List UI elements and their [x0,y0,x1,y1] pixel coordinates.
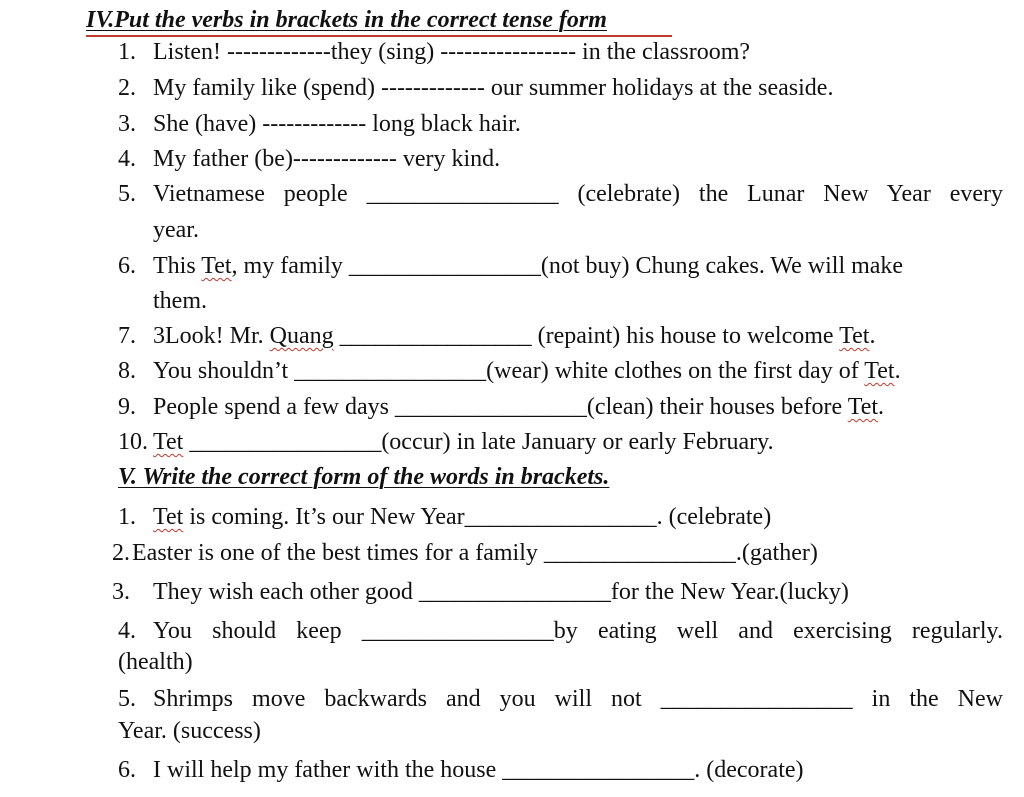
spellcheck-word: Tet [153,429,184,455]
item-number: 7. [118,323,136,349]
item-text: My family like (spend) ------------- our summer holidays at the seaside. [153,75,834,101]
item-text-part: . [894,358,901,384]
item-number: 2. [112,540,130,566]
item-text: Vietnamese people ________________ (celebrate) the Lunar New Year every [153,181,1003,207]
item-text-part: . [869,323,876,349]
item-number: 1. [118,39,136,65]
item-text: They wish each other good ________________for the New Year.(lucky) [153,579,849,605]
item-text-part: You shouldn’t ________________(wear) white clothes on the first day of [153,358,865,384]
item-text: She (have) ------------- long black hair. [153,111,521,137]
item-number: 5. [118,181,136,207]
item-number: 10. [118,429,148,455]
item-text-part: , my family ________________(not buy) Chung cakes. We will make [231,253,904,279]
item-text-part: People spend a few days ________________(clean) their houses before [153,394,848,420]
item-number: 9. [118,394,136,420]
section-iv-heading: IV.Put the verbs in brackets in the correct tense form [86,7,607,33]
item-text-continuation: them. [153,288,207,314]
item-number: 3. [118,111,136,137]
item-text [153,501,771,533]
item-text-part: ________________(occur) in late January or early February. [183,429,774,455]
item-text: You should keep ________________by eating well and exercising regularly. [153,618,1003,644]
item-text-part: ________________ (repaint) his house to welcome [333,323,840,349]
item-text-continuation: Year. (success) [118,718,261,744]
item-text-continuation: year. [153,217,199,243]
item-text: Easter is one of the best times for a family ________________.(gather) [132,540,818,566]
spellcheck-word: Tet [839,323,870,349]
item-text-part: is coming. It’s our New Year________________. (celebrate) [183,504,772,530]
item-text: I will help my father with the house ________________. (decorate) [153,757,804,783]
spellcheck-word: Tet [201,253,232,279]
item-text [153,426,774,458]
item-text-continuation: (health) [118,649,193,675]
item-text [153,355,901,387]
item-text-part: . [878,394,885,420]
item-number: 3. [112,579,130,605]
section-v-heading: V. Write the correct form of the words in brackets. [118,464,610,490]
item-number: 4. [118,146,136,172]
item-number: 5. [118,686,136,712]
item-text: Shrimps move backwards and you will not ________________ in the New [153,686,1003,712]
item-text: Listen! -------------they (sing) ----------------- in the classroom? [153,39,751,65]
spellcheck-word: Quang [269,323,334,349]
spellcheck-word: Tet [153,504,184,530]
item-number: 6. [118,253,136,279]
item-text [153,391,884,423]
item-number: 6. [118,757,136,783]
item-number: 1. [118,504,136,530]
spellcheck-word: Tet [864,358,895,384]
item-number: 2. [118,75,136,101]
spellcheck-word: Tet [847,394,879,420]
item-text [153,250,903,282]
item-text: My father (be)------------- very kind. [153,146,501,172]
item-text-part: 3Look! Mr. [153,323,270,349]
item-number: 4. [118,618,136,644]
item-text-part: This [153,253,202,279]
item-text [153,320,875,352]
item-number: 8. [118,358,136,384]
